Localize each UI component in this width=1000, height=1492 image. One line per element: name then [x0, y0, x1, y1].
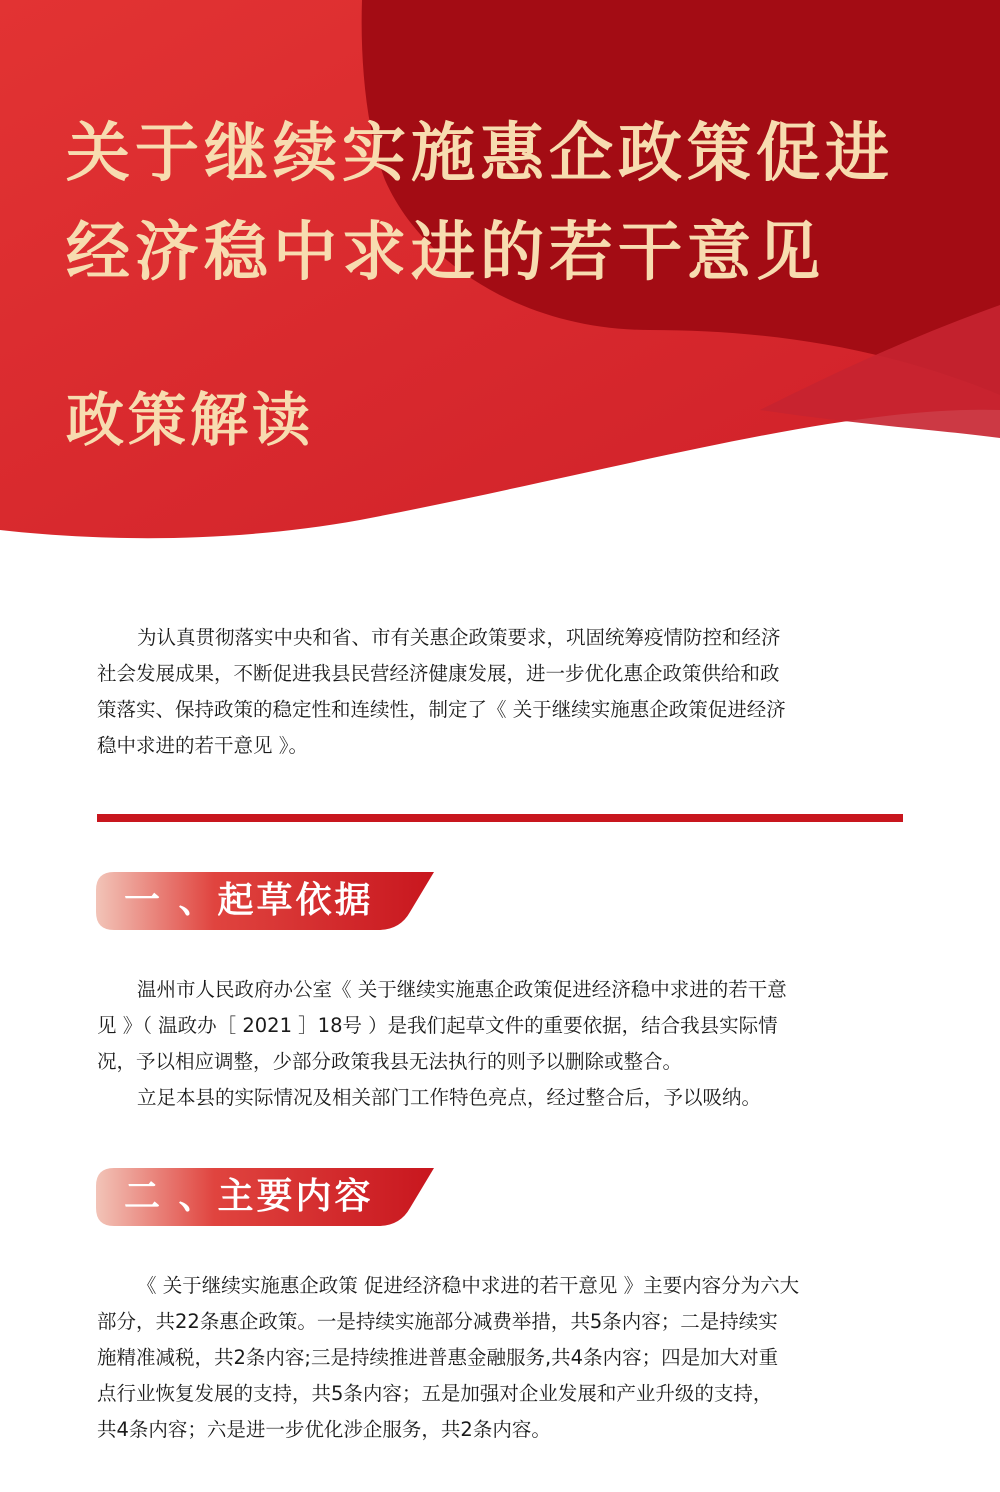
page-title-line1: 关于继续实施惠企政策促进 — [66, 116, 894, 191]
section-1-paragraph — [97, 972, 903, 1116]
page-title-line2: 经济稳中求进的若干意见 — [66, 215, 825, 290]
paragraph-line: 点行业恢复发展的支持，共5条内容；五是加强对企业发展和产业升级的支持， — [97, 1382, 773, 1405]
section-heading-1 — [96, 872, 436, 930]
page-subtitle: 政策解读 — [66, 386, 315, 454]
paragraph-line: 《 关于继续实施惠企政策 促进经济稳中求进的若干意见 》主要内容分为六大 — [137, 1274, 800, 1297]
section-heading-label: 二 、主要内容 — [124, 1176, 374, 1217]
section-divider — [97, 814, 903, 822]
hero-banner — [0, 0, 1000, 560]
section-heading-2 — [96, 1168, 436, 1226]
paragraph-line: 立足本县的实际情况及相关部门工作特色亮点，经过整合后，予以吸纳。 — [137, 1086, 762, 1109]
paragraph-line: 见 》（ 温政办［ 2021 ］18号 ）是我们起草文件的重要依据，结合我县实际情 — [97, 1014, 778, 1037]
paragraph-line: 稳中求进的若干意见 》。 — [97, 734, 308, 757]
paragraph-line: 共4条内容；六是进一步优化涉企服务，共2条内容。 — [97, 1418, 551, 1441]
section-2-paragraph — [97, 1268, 903, 1448]
intro-paragraph — [97, 620, 903, 764]
paragraph-line: 施精准减税，共2条内容;三是持续推进普惠金融服务,共4条内容；四是加大对重 — [97, 1346, 779, 1369]
paragraph-line: 温州市人民政府办公室《 关于继续实施惠企政策促进经济稳中求进的若干意 — [137, 978, 787, 1001]
paragraph-line: 况，予以相应调整，少部分政策我县无法执行的则予以删除或整合。 — [97, 1050, 683, 1073]
paragraph-line: 为认真贯彻落实中央和省、市有关惠企政策要求，巩固统筹疫情防控和经济 — [137, 626, 781, 649]
paragraph-line: 策落实、保持政策的稳定性和连续性，制定了《 关于继续实施惠企政策促进经济 — [97, 698, 786, 721]
paragraph-line: 部分，共22条惠企政策。一是持续实施部分减费举措，共5条内容；二是持续实 — [97, 1310, 778, 1333]
paragraph-line: 社会发展成果，不断促进我县民营经济健康发展，进一步优化惠企政策供给和政 — [97, 662, 780, 685]
section-heading-label: 一 、起草依据 — [124, 880, 374, 921]
